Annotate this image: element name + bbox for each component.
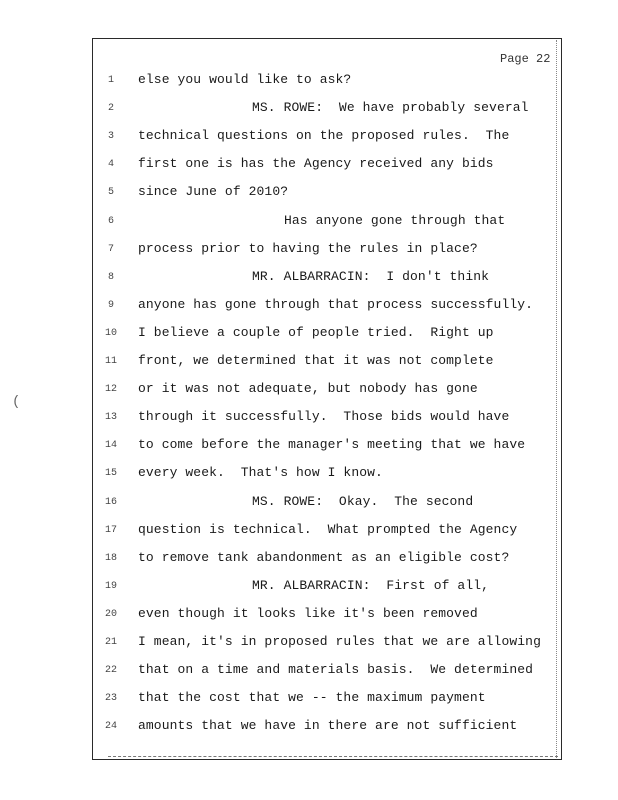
line-number: 4 — [107, 159, 114, 171]
line-text: MS. ROWE: Okay. The second — [252, 493, 474, 509]
line-number: 10 — [104, 327, 117, 339]
line-number: 7 — [107, 243, 114, 255]
line-number: 13 — [104, 412, 117, 424]
line-number: 14 — [104, 440, 117, 452]
line-text: to remove tank abandonment as an eligible cost? — [138, 549, 510, 565]
line-number: 15 — [104, 468, 117, 480]
line-number: 11 — [104, 356, 117, 367]
line-number: 23 — [104, 693, 117, 705]
line-number: 18 — [104, 552, 117, 564]
transcript-line — [0, 128, 560, 148]
margin-mark: ( — [12, 394, 21, 410]
transcript-line — [0, 634, 560, 654]
line-text: Has anyone gone through that — [284, 212, 506, 228]
line-text: MR. ALBARRACIN: I don't think — [252, 268, 490, 284]
transcript-line — [0, 297, 560, 317]
line-text: to come before the manager's meeting that we have — [138, 437, 526, 453]
line-number: 20 — [104, 608, 117, 620]
transcript-line — [0, 156, 560, 176]
line-text: question is technical. What prompted the Agency — [138, 521, 518, 537]
line-number: 12 — [104, 384, 117, 396]
line-text: since June of 2010? — [138, 184, 289, 200]
line-text: through it successfully. Those bids would have — [138, 409, 510, 425]
line-text: I believe a couple of people tried. Right up — [138, 324, 494, 340]
transcript-line — [0, 100, 560, 120]
line-number: 5 — [107, 187, 114, 199]
transcript-line — [0, 213, 560, 233]
line-number: 22 — [104, 665, 117, 677]
line-text: I mean, it's in proposed rules that we are allowing — [138, 634, 541, 649]
transcript-line — [0, 409, 560, 429]
transcript-line — [0, 353, 560, 373]
transcript-line — [0, 381, 560, 401]
transcript-line — [0, 72, 560, 92]
line-text: MR. ALBARRACIN: First of all, — [252, 577, 490, 593]
line-number: 16 — [104, 496, 117, 508]
transcript-line — [0, 718, 560, 738]
transcript-line — [0, 465, 560, 485]
transcript-line — [0, 578, 560, 598]
page-number-label: Page 22 — [500, 52, 551, 66]
transcript-line — [0, 606, 560, 626]
transcript-line — [0, 241, 560, 261]
line-number: 2 — [107, 103, 114, 115]
line-text: process prior to having the rules in place? — [138, 240, 478, 256]
bottom-rule — [108, 756, 558, 757]
line-text: MS. ROWE: We have probably several — [252, 100, 529, 116]
line-number: 21 — [104, 637, 117, 648]
line-text: technical questions on the proposed rules. The — [138, 128, 510, 144]
line-text: even though it looks like it's been removed — [138, 605, 478, 621]
transcript-line — [0, 494, 560, 514]
line-text: front, we determined that it was not complete — [138, 353, 494, 368]
line-text: every week. That's how I know. — [138, 465, 383, 481]
line-number: 24 — [104, 721, 117, 733]
transcript-line — [0, 522, 560, 542]
line-number: 3 — [107, 131, 114, 143]
line-number: 6 — [107, 215, 114, 227]
line-text: or it was not adequate, but nobody has gone — [138, 381, 478, 397]
transcript-line — [0, 690, 560, 710]
line-text: amounts that we have in there are not sufficient — [138, 718, 518, 734]
transcript-line — [0, 550, 560, 570]
transcript-line — [0, 184, 560, 204]
line-number: 9 — [107, 299, 114, 311]
line-number: 8 — [107, 271, 114, 283]
line-number: 17 — [104, 524, 117, 536]
transcript-line — [0, 325, 560, 345]
line-text: anyone has gone through that process successfully. — [138, 296, 534, 312]
line-text: that on a time and materials basis. We determined — [138, 662, 534, 678]
line-number: 19 — [104, 580, 117, 592]
transcript-line — [0, 269, 560, 289]
line-text: else you would like to ask? — [138, 72, 352, 87]
transcript-line — [0, 662, 560, 682]
line-number: 1 — [107, 75, 114, 86]
line-text: first one is has the Agency received any bids — [138, 156, 494, 172]
line-text: that the cost that we -- the maximum payment — [138, 690, 486, 706]
transcript-line — [0, 437, 560, 457]
